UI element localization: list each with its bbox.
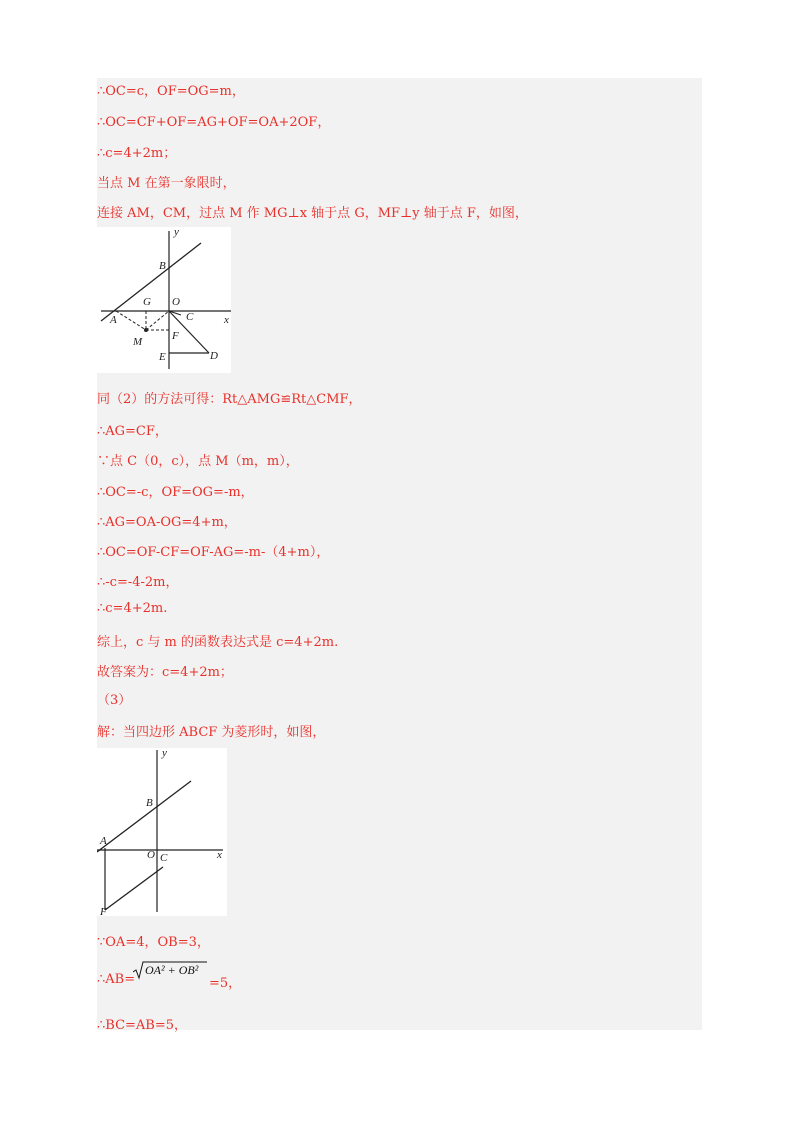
figure-1 bbox=[97, 227, 231, 373]
text-line: ∴c=4+2m. bbox=[97, 601, 168, 616]
text-line: ∴c=4+2m； bbox=[97, 146, 177, 161]
svg-text:F: F bbox=[100, 906, 107, 916]
svg-text:A: A bbox=[100, 835, 107, 847]
svg-text:C: C bbox=[160, 852, 168, 864]
svg-text:C: C bbox=[186, 311, 194, 323]
text-line: 连接 AM，CM，过点 M 作 MG⊥x 轴于点 G，MF⊥y 轴于点 F，如图， bbox=[97, 206, 528, 221]
svg-text:y: y bbox=[162, 748, 167, 759]
svg-text:B: B bbox=[146, 797, 153, 809]
text-line: ∴OC=-c，OF=OG=-m， bbox=[97, 485, 254, 500]
sqrt-radicand: OA² + OB² bbox=[145, 963, 199, 977]
text-line: 故答案为：c=4+2m； bbox=[97, 665, 233, 680]
text-line: ∵OA=4，OB=3， bbox=[97, 935, 210, 950]
svg-text:D: D bbox=[210, 350, 218, 362]
text-line: ∴OC=c，OF=OG=m， bbox=[97, 84, 245, 99]
text-line: ∵点 C（0，c），点 M（m，m）， bbox=[97, 454, 299, 469]
figure-1-diagram bbox=[97, 227, 231, 373]
text-line: ∴OC=OF-CF=OF-AG=-m-（4+m）， bbox=[97, 545, 330, 560]
text-line: ∴-c=-4-2m， bbox=[97, 575, 179, 590]
figure-2-diagram bbox=[97, 748, 227, 916]
text-line: ∴AG=CF， bbox=[97, 424, 168, 439]
svg-text:A: A bbox=[110, 314, 117, 326]
text-line: ∴BC=AB=5， bbox=[97, 1018, 188, 1033]
svg-text:x: x bbox=[224, 314, 229, 326]
figure-2 bbox=[97, 748, 227, 916]
text-line: 当点 M 在第一象限时， bbox=[97, 176, 236, 191]
text-line: （3） bbox=[97, 693, 132, 708]
svg-text:B: B bbox=[159, 260, 166, 272]
text-line: =5， bbox=[209, 976, 242, 991]
svg-text:y: y bbox=[174, 227, 179, 238]
svg-text:x: x bbox=[217, 849, 222, 861]
text-line: ∴OC=CF+OF=AG+OF=OA+2OF， bbox=[97, 115, 331, 130]
text-line: ∴AB= bbox=[97, 972, 136, 987]
text-line: ∴AG=OA-OG=4+m， bbox=[97, 515, 237, 530]
text-line: 解：当四边形 ABCF 为菱形时，如图， bbox=[97, 725, 326, 740]
sqrt-expression bbox=[133, 960, 207, 980]
svg-text:M: M bbox=[133, 336, 143, 348]
svg-text:O: O bbox=[147, 849, 155, 861]
text-line: 同（2）的方法可得：Rt△AMG≌Rt△CMF， bbox=[97, 392, 362, 407]
svg-text:E: E bbox=[159, 351, 166, 363]
svg-text:O: O bbox=[172, 296, 180, 308]
svg-text:F: F bbox=[172, 330, 179, 342]
text-line: 综上，c 与 m 的函数表达式是 c=4+2m. bbox=[97, 635, 339, 650]
svg-text:G: G bbox=[143, 296, 151, 308]
